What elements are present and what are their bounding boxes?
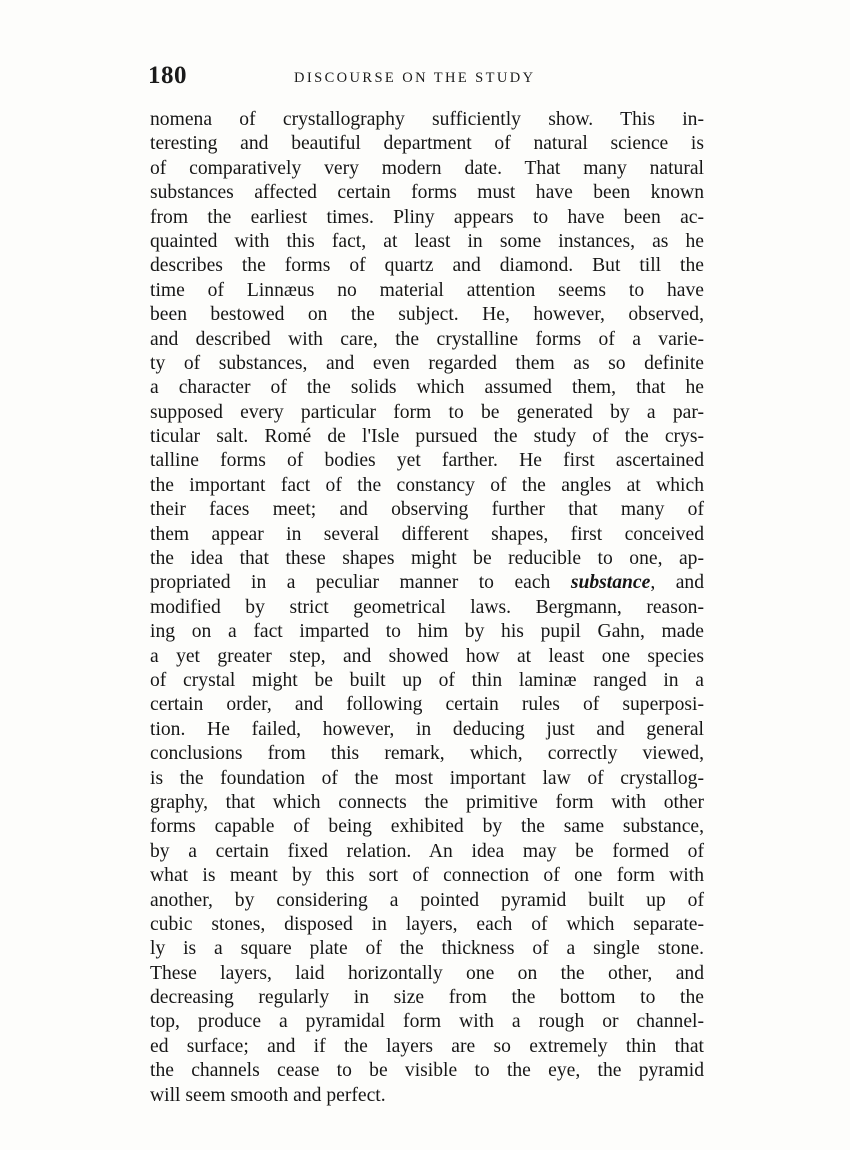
text-line: ticular salt. Romé de l'Isle pursued the study of the crys- bbox=[150, 426, 704, 448]
text-line: will seem smooth and perfect. bbox=[150, 1084, 386, 1106]
text-line: tion. He failed, however, in deducing just and general bbox=[150, 718, 704, 740]
running-header bbox=[148, 62, 708, 92]
text-line: them appear in several different shapes, first conceived bbox=[150, 523, 704, 545]
text-line: teresting and beautiful department of natural science is bbox=[150, 133, 704, 155]
text-line: the important fact of the constancy of the angles at which bbox=[150, 474, 704, 496]
text-line: and described with care, the crystalline forms of a varie- bbox=[150, 328, 704, 350]
text-line: another, by considering a pointed pyramid built up of bbox=[150, 889, 704, 911]
text-line: ed surface; and if the layers are so extremely thin that bbox=[150, 1035, 704, 1057]
text-line: the channels cease to be visible to the eye, the pyramid bbox=[150, 1060, 704, 1082]
text-line: the idea that these shapes might be reducible to one, ap- bbox=[150, 548, 704, 570]
text-line: by a certain fixed relation. An idea may be formed of bbox=[150, 840, 704, 862]
text-line: ing on a fact imparted to him by his pupil Gahn, made bbox=[150, 621, 704, 643]
text-line: what is meant by this sort of connection of one form with bbox=[150, 865, 704, 887]
text-line: graphy, that which connects the primitive form with other bbox=[150, 791, 704, 813]
text-line: top, produce a pyramidal form with a rough or channel- bbox=[150, 1011, 704, 1033]
text-line: their faces meet; and observing further that many of bbox=[150, 499, 704, 521]
text-line: decreasing regularly in size from the bottom to the bbox=[150, 987, 704, 1009]
text-line: ty of substances, and even regarded them as so definite bbox=[150, 352, 704, 374]
text-line: quainted with this fact, at least in some instances, as he bbox=[150, 230, 704, 252]
text-line: These layers, laid horizontally one on the other, and bbox=[150, 962, 704, 984]
running-title: DISCOURSE ON THE STUDY bbox=[294, 70, 536, 86]
text-line: substances affected certain forms must have been known bbox=[150, 182, 704, 204]
text-line: nomena of crystallography sufficiently show. This in- bbox=[150, 109, 704, 130]
text-line: modified by strict geometrical laws. Bergmann, reason- bbox=[150, 596, 704, 618]
text-line: describes the forms of quartz and diamond. But till the bbox=[150, 255, 704, 277]
text-line: ly is a square plate of the thickness of a single stone. bbox=[150, 938, 704, 960]
text-line: certain order, and following certain rules of superposi- bbox=[150, 694, 704, 716]
text-line: forms capable of being exhibited by the same substance, bbox=[150, 816, 704, 838]
text-line: from the earliest times. Pliny appears to have been ac- bbox=[150, 206, 704, 228]
text-line: a yet greater step, and showed how at least one species bbox=[150, 645, 704, 667]
text-line: conclusions from this remark, which, correctly viewed, bbox=[150, 743, 704, 765]
text-line: of comparatively very modern date. That many natural bbox=[150, 157, 704, 179]
text-line: of crystal might be built up of thin laminæ ranged in a bbox=[150, 669, 704, 691]
text-line: talline forms of bodies yet farther. He first ascertained bbox=[150, 450, 704, 472]
text-line bbox=[150, 571, 704, 595]
text-line: a character of the solids which assumed them, that he bbox=[150, 377, 704, 399]
text-line: supposed every particular form to be generated by a par- bbox=[150, 401, 704, 423]
text-segment: propriated in a peculiar manner to each bbox=[150, 572, 571, 594]
text-line: is the foundation of the most important law of crystallog- bbox=[150, 767, 704, 789]
text-line: cubic stones, disposed in layers, each of which separate- bbox=[150, 913, 704, 935]
text-line: been bestowed on the subject. He, however, observed, bbox=[150, 304, 704, 326]
text-line: time of Linnæus no material attention seems to have bbox=[150, 279, 704, 301]
italic-emphasis: substance bbox=[570, 572, 651, 594]
body-paragraph bbox=[150, 108, 704, 1108]
text-segment: , and bbox=[650, 572, 704, 594]
page-number: 180 bbox=[148, 62, 187, 89]
